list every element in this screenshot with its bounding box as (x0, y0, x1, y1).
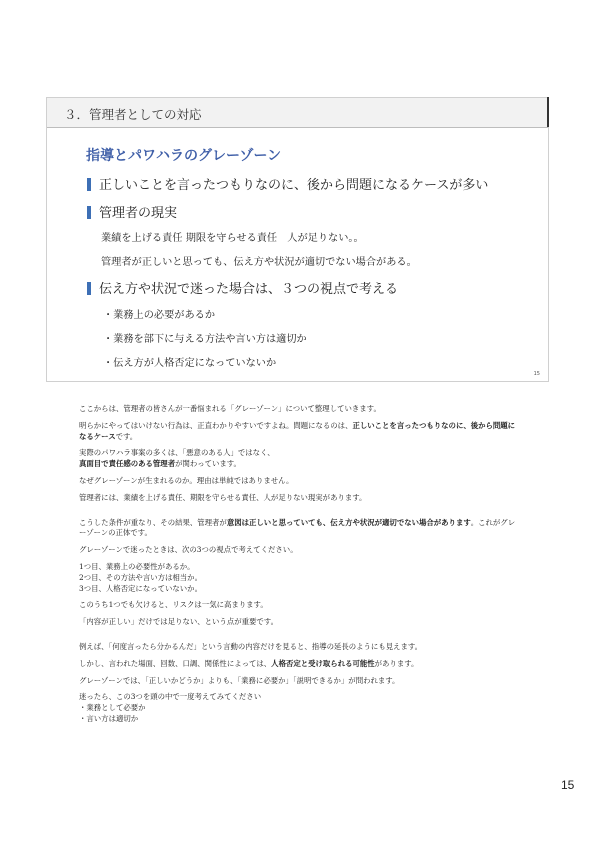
notes-list-item: 2つ目、その方法や言い方は相当か。 (79, 572, 202, 582)
bullet-bar-icon (87, 178, 91, 191)
header-edge-bar (547, 97, 549, 127)
notes-emphasis: 真面目で責任感のある管理者 (79, 459, 176, 469)
bullet-2-text: 管理者の現実 (99, 206, 178, 221)
bullet-3-text: 伝え方や状況で迷った場合は、３つの視点で考える (99, 282, 399, 297)
notes-list (79, 692, 519, 724)
slide-number: 15 (533, 371, 540, 377)
notes-paragraph: ここからは、管理者の皆さんが一番悩まれる「グレーゾーン」について整理していきます。 (79, 404, 381, 413)
slide-point-3: ・伝え方が人格否定になっていないか (103, 358, 277, 369)
slide-header-title: ３．管理者としての対応 (64, 107, 202, 122)
notes-emphasis: 人格否定と受け取られる可能性 (271, 658, 375, 668)
notes-list-item: ・言い方は適切か (79, 713, 139, 723)
notes-paragraph (79, 518, 519, 540)
notes-emphasis: 意図は正しいと思っていても、伝え方や状況が適切でない場合があります (226, 517, 471, 527)
notes-paragraph: なぜグレーゾーンが生まれるのか。理由は単純ではありません。 (79, 475, 294, 485)
notes-text: が関わっています。 (175, 459, 241, 469)
page-number: 15 (561, 778, 575, 792)
slide-subtitle: 指導とパワハラのグレーゾーン (86, 148, 282, 164)
slide-sub-line-2: 管理者が正しいと思っても、伝え方や状況が適切でない場合がある。 (101, 257, 417, 268)
notes-paragraph (79, 448, 519, 470)
notes-text: 実際のパワハラ事案の多くは、「悪意のある人」ではなく、 (79, 448, 275, 458)
notes-paragraph (79, 421, 519, 443)
slide-sub-line-1: 業績を上げる責任 期限を守らせる責任 人が足りない。。 (101, 233, 364, 244)
notes-paragraph: 「内容が正しい」だけでは足りない、という点が重要です。 (79, 617, 278, 627)
slide-bullet-1 (87, 174, 488, 193)
slide-bullet-2 (87, 202, 177, 221)
slide-point-2: ・業務を部下に与える方法や言い方は適切か (103, 334, 307, 345)
notes-paragraph: 例えば、「何度言ったら分かるんだ」という言動の内容だけを見ると、指導の延長のようにも見えます。 (79, 641, 423, 651)
notes-list-item: 1つ目、業務上の必要性があるか。 (79, 561, 195, 571)
notes-text: があります。 (374, 658, 419, 668)
bullet-1-text: 正しいことを言ったつもりなのに、後から問題になるケースが多い (99, 178, 489, 193)
notes-paragraph (79, 659, 519, 670)
bullet-bar-icon (87, 206, 91, 219)
notes-paragraph: グレーゾーンでは、「正しいかどうか」よりも、「業務に必要か」「説明できるか」が問われます。 (79, 675, 400, 685)
notes-list-item: ・業務として必要か (79, 703, 146, 713)
notes-paragraph: このうち1つでも欠けると、リスクは一気に高まります。 (79, 600, 268, 610)
notes-emphasis: 正しいことを言ったつもりなのに、後から問題になるケース (79, 420, 516, 441)
notes-list-item: 3つ目、人格否定になっていないか。 (79, 583, 202, 593)
notes-list (79, 562, 519, 594)
slide-thumbnail (46, 97, 549, 382)
notes-paragraph: 管理者には、業績を上げる責任、期限を守らせる責任、人が足りない現実があります。 (79, 492, 367, 502)
slide-header (47, 98, 548, 128)
bullet-bar-icon (87, 282, 91, 295)
notes-text: 明らかにやってはいけない行為は、正直わかりやすいですよね。問題になるのは、 (79, 420, 353, 430)
notes-text: しかし、言われた場面、回数、口調、関係性によっては、 (79, 658, 272, 668)
slide-bullet-3 (87, 278, 398, 297)
notes-text: 迷ったら、この3つを頭の中で一度考えてみてください (79, 692, 262, 702)
notes-paragraph: グレーゾーンで迷ったときは、次の3つの視点で考えてください。 (79, 545, 298, 555)
notes-text: こうした条件が重なり、その結果、管理者が (79, 517, 227, 527)
speaker-notes (79, 404, 519, 731)
slide-point-1: ・業務上の必要があるか (103, 310, 216, 321)
notes-text: です。 (115, 431, 138, 441)
notes-text: 。これがグレーゾーンの正体です。 (79, 517, 516, 538)
